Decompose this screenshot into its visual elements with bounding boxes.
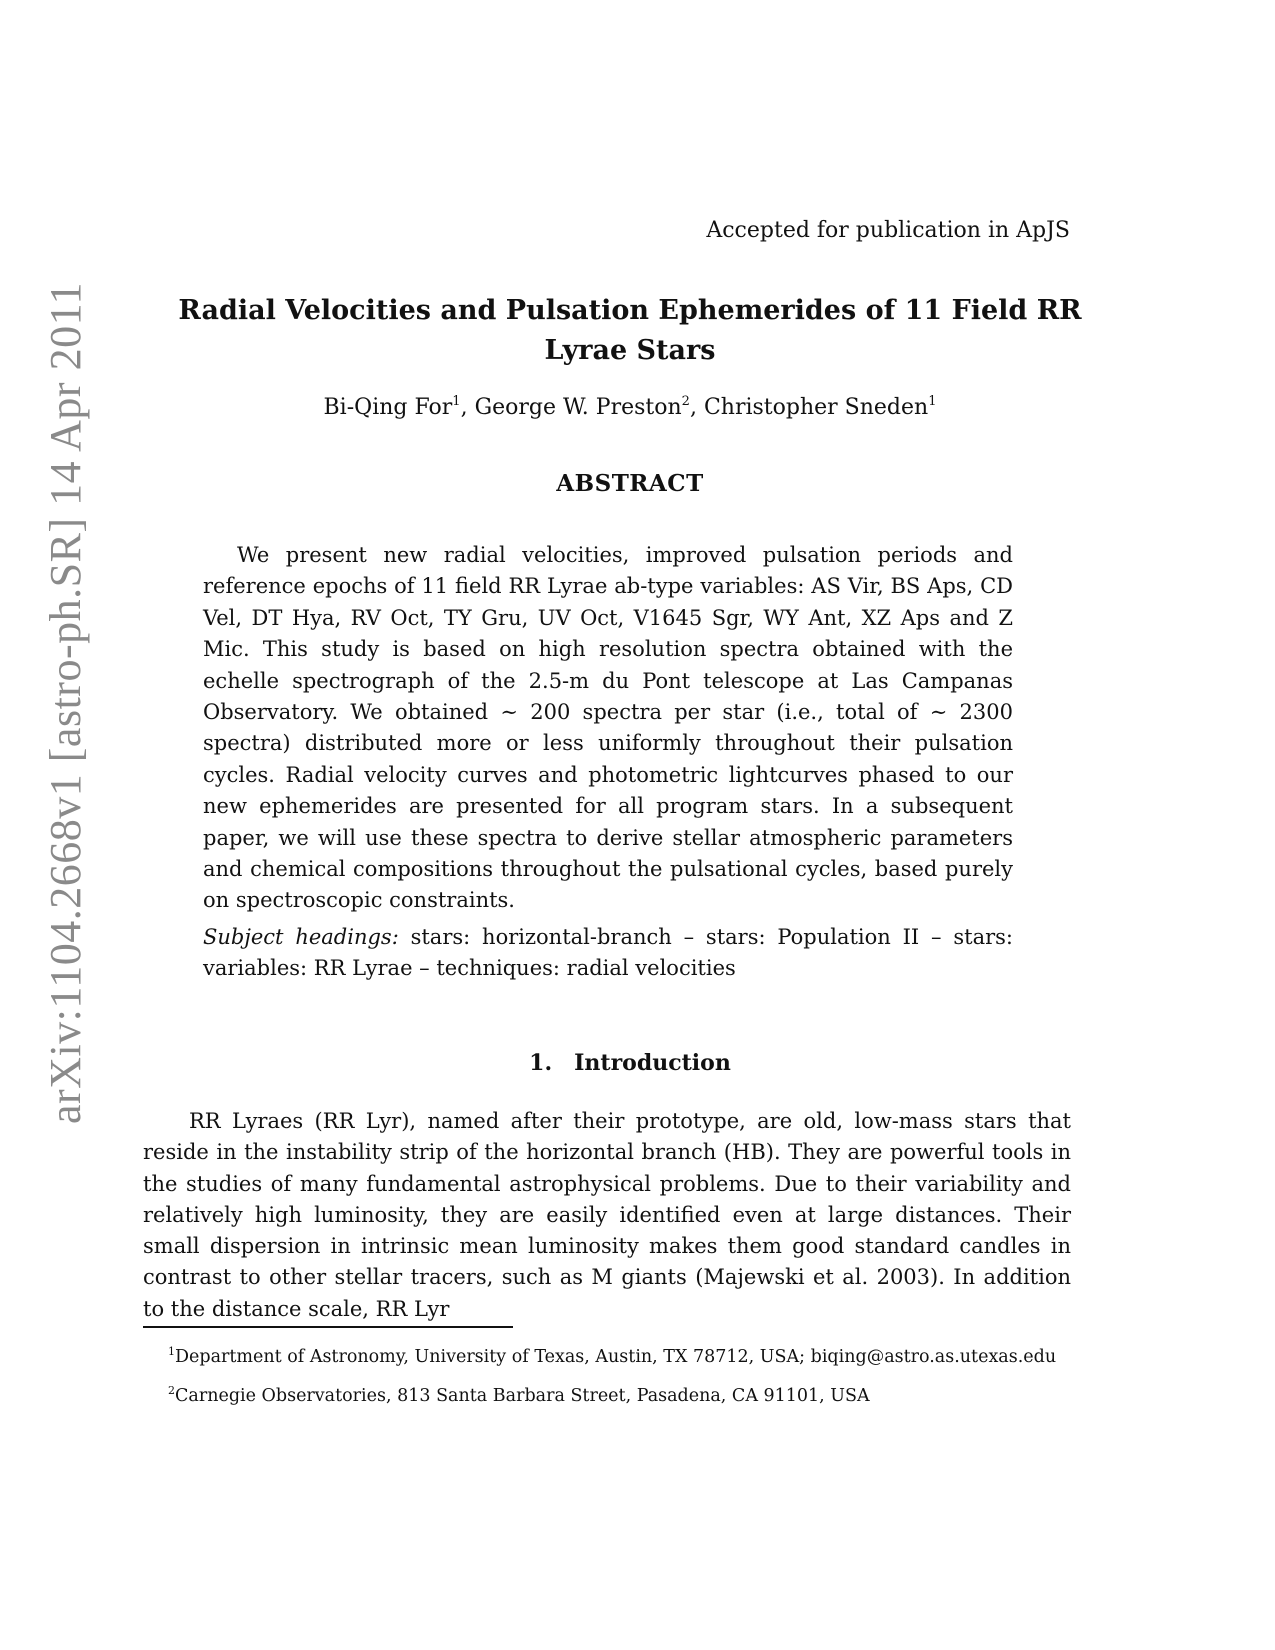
author-separator: , xyxy=(460,395,475,420)
author-affiliation-mark: 2 xyxy=(681,394,690,409)
publication-status: Accepted for publication in ApJS xyxy=(706,218,1070,243)
paper-title xyxy=(150,291,1110,371)
footnote-text: Department of Astronomy, University of Texas, Austin, TX 78712, USA; biqing@astro.as.utexas.edu xyxy=(175,1347,1057,1367)
author-name: George W. Preston xyxy=(474,395,682,420)
author-affiliation-mark: 1 xyxy=(452,394,461,409)
intro-paragraph: RR Lyraes (RR Lyr), named after their prototype, are old, low-mass stars that reside in the instability strip of the horizontal branch (HB). They are powerful tools in the studies of many fundamental astrophysical problems. Due to their variability and relatively high luminosity, they are easily identified even at large distances. Their small dispersion in intrinsic mean luminosity makes them good standard candles in contrast to other stellar tracers, such as M giants (Majewski et al. 2003). In addition to the distance scale, RR Lyr xyxy=(143,1109,1071,1321)
author-name: Bi-Qing For xyxy=(323,395,453,420)
footnote-text: Carnegie Observatories, 813 Santa Barbara Street, Pasadena, CA 91101, USA xyxy=(175,1386,870,1406)
subject-headings-text: stars: horizontal-branch – stars: Population II – stars: variables: RR Lyrae – techniques: radial velocities xyxy=(203,925,1013,981)
footnote-1 xyxy=(168,1346,1056,1368)
abstract-paragraph: We present new radial velocities, improved pulsation periods and reference epochs of 11 field RR Lyrae ab-type variables: AS Vir, BS Aps, CD Vel, DT Hya, RV Oct, TY Gru, UV Oct, V1645 Sgr, WY Ant, XZ Aps and Z Mic. This study is based on high resolution spectra obtained with the echelle spectrograph of the 2.5-m du Pont telescope at Las Campanas Observatory. We obtained ∼ 200 spectra per star (i.e., total of ∼ 2300 spectra) distributed more or less uniformly throughout their pulsation cycles. Radial velocity curves and photometric lightcurves phased to our new ephemerides are presented for all program stars. In a subsequent paper, we will use these spectra to derive stellar atmospheric parameters and chemical compositions throughout the pulsational cycles, based purely on spectroscopic constraints. xyxy=(203,543,1013,913)
introduction-body xyxy=(143,1106,1071,1325)
title-line-1: Radial Velocities and Pulsation Ephemerides of 11 Field RR xyxy=(178,295,1082,326)
author-name: Christopher Sneden xyxy=(703,395,929,420)
footnote-2 xyxy=(168,1385,870,1407)
section-title: Introduction xyxy=(574,1050,731,1076)
author-affiliation-mark: 1 xyxy=(928,394,937,409)
abstract-body xyxy=(203,540,1013,917)
footnote-rule xyxy=(143,1326,513,1328)
footnote-mark: 1 xyxy=(168,1345,175,1358)
section-heading xyxy=(150,1050,1110,1076)
author-separator: , xyxy=(689,395,704,420)
title-line-2: Lyrae Stars xyxy=(544,335,716,366)
section-number: 1. xyxy=(529,1050,553,1076)
subject-headings-label: Subject headings: xyxy=(203,925,399,949)
subject-headings xyxy=(203,922,1013,985)
footnote-mark: 2 xyxy=(168,1384,175,1397)
abstract-heading: ABSTRACT xyxy=(556,470,704,497)
arxiv-side-stamp: arXiv:1104.2668v1 [astro-ph.SR] 14 Apr 2011 xyxy=(41,282,90,1124)
author-list xyxy=(150,394,1110,422)
